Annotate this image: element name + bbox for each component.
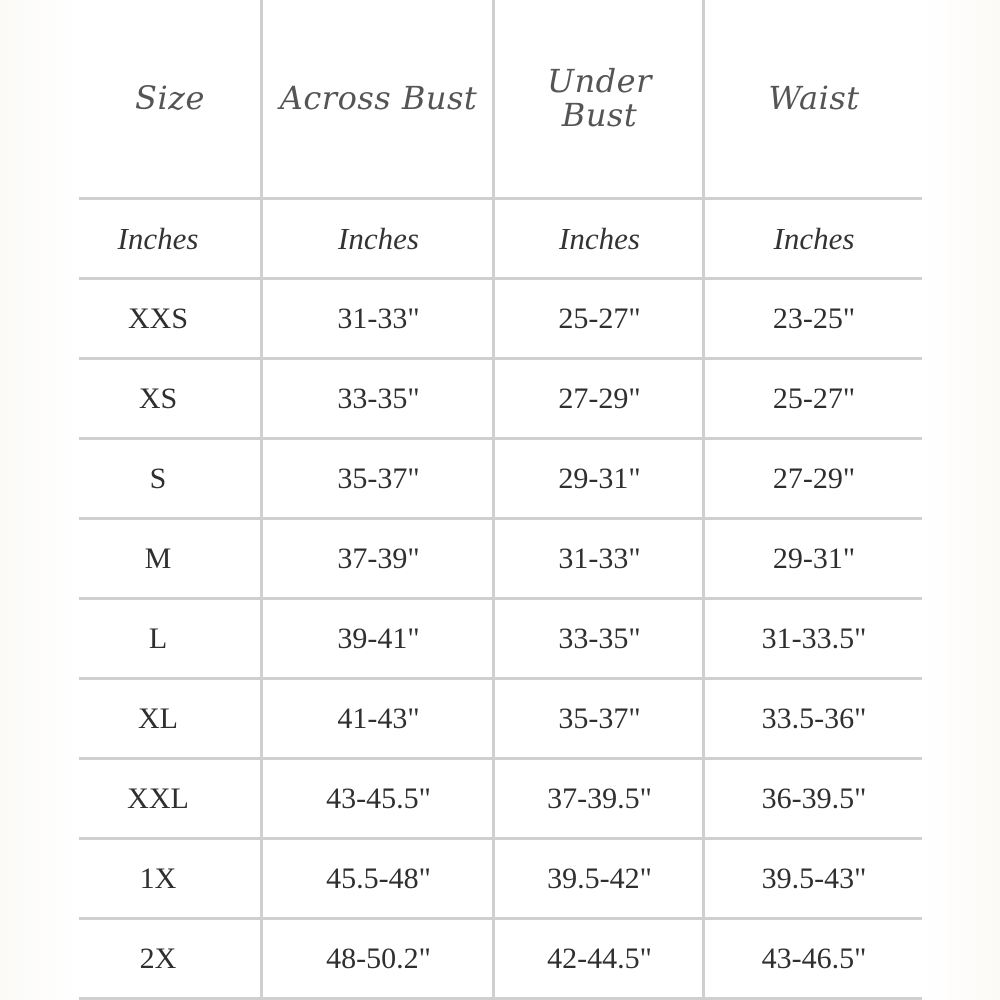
cell-waist: 36-39.5"	[761, 781, 867, 815]
header-across-bust	[264, 0, 493, 197]
header-across-bust-label: Across Bust	[279, 78, 478, 117]
cell-under-bust: 33-35"	[558, 621, 641, 655]
cell-across-bust: 31-33"	[337, 301, 420, 335]
cell-across-bust: 43-45.5"	[326, 781, 431, 815]
cell-under-bust: 25-27"	[558, 301, 641, 335]
grid-hline	[79, 837, 922, 840]
cell-waist: 29-31"	[772, 541, 856, 575]
unit-across-bust: Inches	[338, 220, 419, 256]
left-margin	[0, 0, 79, 1000]
header-size	[79, 0, 261, 197]
cell-size: 1X	[139, 861, 177, 895]
cell-under-bust: 42-44.5"	[547, 941, 652, 975]
header-under-bust	[496, 0, 703, 197]
header-waist	[706, 0, 922, 197]
cell-size: XXS	[127, 301, 188, 335]
cell-across-bust: 39-41"	[337, 621, 420, 655]
cell-under-bust: 35-37"	[558, 701, 641, 735]
cell-across-bust: 37-39"	[337, 541, 420, 575]
cell-waist: 27-29"	[772, 461, 856, 495]
cell-size: M	[144, 541, 172, 575]
grid-vline-3	[702, 0, 705, 1000]
grid-hline	[79, 437, 922, 440]
cell-waist: 31-33.5"	[761, 621, 867, 655]
cell-across-bust: 33-35"	[337, 381, 420, 415]
unit-waist: Inches	[773, 220, 855, 256]
cell-waist: 39.5-43"	[761, 861, 867, 895]
cell-under-bust: 39.5-42"	[547, 861, 652, 895]
header-size-label: Size	[135, 78, 205, 117]
cell-under-bust: 31-33"	[558, 541, 641, 575]
cell-size: L	[148, 621, 168, 655]
right-margin	[922, 0, 1000, 1000]
cell-across-bust: 45.5-48"	[326, 861, 431, 895]
cell-size: S	[149, 461, 167, 495]
cell-waist: 23-25"	[772, 301, 856, 335]
cell-under-bust: 27-29"	[558, 381, 641, 415]
unit-under-bust: Inches	[559, 220, 640, 256]
grid-hline	[79, 917, 922, 920]
cell-waist: 25-27"	[772, 381, 856, 415]
cell-under-bust: 29-31"	[558, 461, 641, 495]
header-waist-label: Waist	[768, 78, 860, 117]
cell-size: XL	[138, 701, 178, 735]
cell-under-bust: 37-39.5"	[547, 781, 652, 815]
cell-size: XS	[138, 381, 178, 415]
grid-hline	[79, 677, 922, 680]
cell-across-bust: 41-43"	[337, 701, 420, 735]
grid-vline-2	[492, 0, 495, 1000]
cell-waist: 43-46.5"	[761, 941, 867, 975]
grid-hline	[79, 357, 922, 360]
grid-vline-1	[260, 0, 263, 1000]
cell-size: XXL	[127, 781, 189, 815]
grid-hline	[79, 517, 922, 520]
cell-waist: 33.5-36"	[761, 701, 867, 735]
grid-hline	[79, 277, 922, 280]
cell-across-bust: 48-50.2"	[326, 941, 431, 975]
cell-across-bust: 35-37"	[337, 461, 420, 495]
grid-hline	[79, 757, 922, 760]
grid-hline	[79, 197, 922, 200]
unit-size: Inches	[117, 220, 199, 256]
cell-size: 2X	[139, 941, 177, 975]
header-under-bust-line2: Bust	[561, 95, 638, 134]
grid-hline	[79, 597, 922, 600]
header-under-bust-line1: Under	[547, 61, 652, 100]
size-chart-table	[79, 0, 922, 1000]
